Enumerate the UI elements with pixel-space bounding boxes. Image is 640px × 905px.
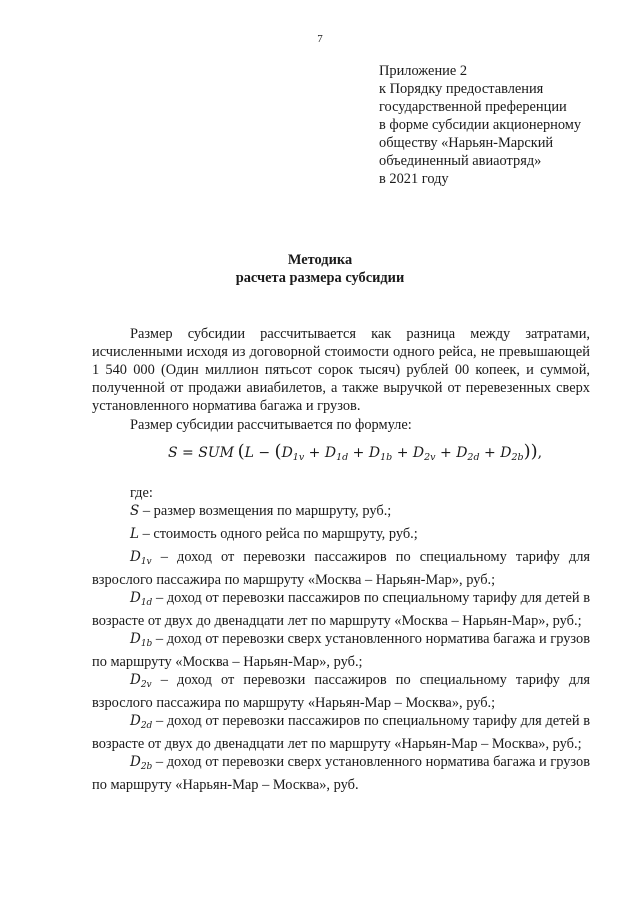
appendix-line: обществу «Нарьян-Марский [379,135,554,151]
definition-item: $D_{1b}$ – доход от перевозки сверх установленного норматива багажа и грузов по маршруту «Москва – Нарьян-Мар», руб.; [92,631,590,670]
formula-L: L [244,445,254,461]
formula-paren: )) [523,441,538,462]
appendix-header [379,62,619,188]
subtitle-line: расчета размера субсидии [235,270,405,286]
definition-symbol: L [130,526,139,542]
definition-item: $D_{1v}$ – доход от перевозки пассажиров по специальному тарифу для взрослого пассажира по маршруту «Москва – Нарьян-Мар», руб.; [92,549,590,588]
definition-item: L – стоимость одного рейса по маршруту, руб.; [130,526,418,542]
formula-end: , [537,445,543,461]
formula-plus: + [479,445,501,461]
appendix-line: в форме субсидии акционерному [379,117,582,133]
formula-term: $D_{2b}$ [500,445,524,463]
formula-term: $D_{1b}$ [368,445,393,463]
definition-item: $D_{2v}$ – доход от перевозки пассажиров по специальному тарифу для взрослого пассажира по маршруту «Нарьян-Мар – Москва», руб.; [92,672,590,711]
appendix-line: объединенный авиаотряд» [379,153,542,169]
definition-symbol: S [130,503,140,519]
definition-symbol: $D_{1b}$ [130,631,153,649]
formula-term: $D_{2d}$ [456,445,480,463]
appendix-line: Приложение 2 [379,63,468,79]
formula-paren: ( [274,441,282,462]
appendix-line: в 2021 году [379,171,449,187]
document-title [0,251,640,287]
formula-eq: = [177,445,199,461]
formula-term: $D_{1v}$ [281,445,305,463]
paragraph-intro: Размер субсидии рассчитывается как разница между затратами, исчисленными исходя из договорной стоимости одного рейса, не превышающей 1 540 000 (Один миллион пятьсот сорок тысяч) рублей 00 копеек, и суммой, полученной от продажи авиабилетов, а также выручкой от перевезенных сверх установленного норматива багажа и грузов. [92,326,590,414]
appendix-line: к Порядку предоставления [379,81,544,97]
formula-lhs: S [168,445,178,461]
definition-item: $D_{2d}$ – доход от перевозки пассажиров по специальному тарифу для детей в возрасте от двух до двенадцати лет по маршруту «Нарьян-Мар – Москва», руб.; [92,713,590,752]
definition-item: $D_{2b}$ – доход от перевозки сверх установленного норматива багажа и грузов по маршруту «Нарьян-Мар – Москва», руб. [92,754,590,793]
formula-plus: + [435,445,457,461]
formula-term: $D_{2v}$ [412,445,436,463]
definition-symbol: $D_{2d}$ [130,713,153,731]
formula-func: SUM [198,445,234,461]
definition-item: $D_{1d}$ – доход от перевозки пассажиров по специальному тарифу для детей в возрасте от двух до двенадцати лет по маршруту «Москва – Нарьян-Мар», руб.; [92,590,590,629]
formula-paren: ( [233,441,245,462]
paragraph-formula-intro: Размер субсидии рассчитывается по формуле: [130,417,412,433]
definition-symbol: $D_{1d}$ [130,590,153,608]
where-label: где: [130,485,153,501]
definition-symbol: $D_{2v}$ [130,672,152,690]
appendix-line: государственной преференции [379,99,567,115]
page-number: 7 [317,33,323,45]
subsidy-formula [168,441,608,469]
formula-minus: − [253,445,275,461]
definition-symbol: $D_{1v}$ [130,549,152,567]
formula-plus: + [348,445,369,461]
definitions-list [92,502,590,794]
definition-item: S – размер возмещения по маршруту, руб.; [130,503,392,519]
title-line: Методика [287,252,353,268]
definition-symbol: $D_{2b}$ [130,754,153,772]
formula-term: $D_{1d}$ [324,445,349,463]
formula-plus: + [392,445,413,461]
formula-plus: + [304,445,325,461]
